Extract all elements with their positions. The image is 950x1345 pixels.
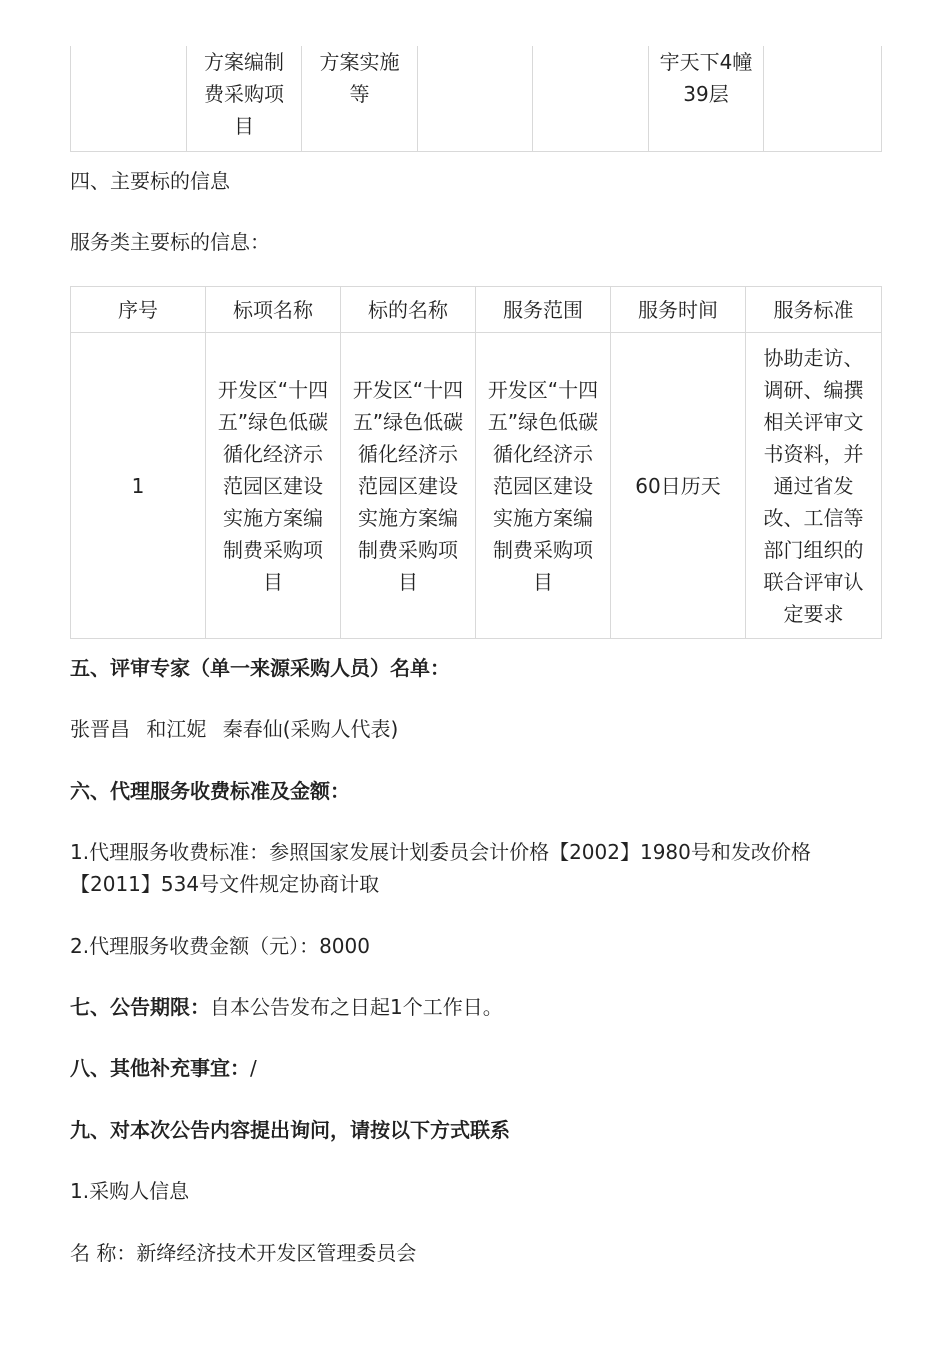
purchaser-name-value: 新绛经济技术开发区管理委员会 bbox=[136, 1241, 417, 1265]
section9-heading: 九、对本次公告内容提出询问，请按以下方式联系 bbox=[70, 1118, 510, 1142]
table-header-row bbox=[71, 287, 882, 333]
column-header: 服务标准 bbox=[746, 287, 882, 333]
section6-heading: 六、代理服务收费标准及金额： bbox=[70, 779, 350, 803]
table-cell: 1 bbox=[71, 333, 206, 639]
table-row bbox=[71, 333, 882, 639]
section4-heading: 四、主要标的信息 bbox=[70, 169, 230, 193]
column-header: 服务范围 bbox=[476, 287, 611, 333]
expert-name: 和江妮 bbox=[146, 717, 207, 741]
table-cell bbox=[71, 46, 187, 151]
table-cell: 开发区“十四五”绿色低碳循化经济示范园区建设实施方案编制费采购项目 bbox=[341, 333, 476, 639]
section7-heading: 七、公告期限： bbox=[70, 995, 210, 1019]
purchaser-info-label: 1.采购人信息 bbox=[70, 1179, 190, 1203]
table-cell: 方案编制费采购项目 bbox=[187, 46, 302, 151]
table-cell: 协助走访、调研、编撰相关评审文书资料，并通过省发改、工信等部门组织的联合评审认定要求 bbox=[746, 333, 882, 639]
column-header: 服务时间 bbox=[611, 287, 746, 333]
table-row bbox=[71, 46, 882, 151]
fee-amount: 2.代理服务收费金额（元）：8000 bbox=[70, 934, 370, 958]
expert-name: 张晋昌 bbox=[70, 717, 130, 741]
table-cell: 方案实施等 bbox=[302, 46, 418, 151]
section8 bbox=[70, 1052, 257, 1084]
subject-info-table bbox=[70, 286, 882, 639]
section5-heading: 五、评审专家（单一来源采购人员）名单： bbox=[70, 656, 450, 680]
previous-table-continuation bbox=[70, 46, 882, 152]
purchaser-name bbox=[70, 1237, 416, 1269]
purchaser-name-label: 名 称： bbox=[70, 1241, 137, 1265]
table-cell: 开发区“十四五”绿色低碳循化经济示范园区建设实施方案编制费采购项目 bbox=[206, 333, 341, 639]
column-header: 序号 bbox=[71, 287, 206, 333]
expert-name: 秦春仙(采购人代表) bbox=[222, 717, 399, 741]
section8-text: / bbox=[250, 1056, 257, 1080]
expert-names bbox=[70, 713, 398, 745]
table-cell: 60日历天 bbox=[611, 333, 746, 639]
table-cell: 开发区“十四五”绿色低碳循化经济示范园区建设实施方案编制费采购项目 bbox=[476, 333, 611, 639]
table-cell bbox=[418, 46, 533, 151]
section7-text: 自本公告发布之日起1个工作日。 bbox=[210, 995, 503, 1019]
section8-heading: 八、其他补充事宜： bbox=[70, 1056, 250, 1080]
fee-standard: 1.代理服务收费标准：参照国家发展计划委员会计价格【2002】1980号和发改价格【2011】534号文件规定协商计取 bbox=[70, 840, 811, 896]
table-cell: 宇天下4幢39层 bbox=[649, 46, 764, 151]
column-header: 标项名称 bbox=[206, 287, 341, 333]
section4-subheading: 服务类主要标的信息： bbox=[70, 230, 270, 254]
column-header: 标的名称 bbox=[341, 287, 476, 333]
table-cell bbox=[533, 46, 649, 151]
section7 bbox=[70, 991, 503, 1023]
table-cell bbox=[764, 46, 882, 151]
